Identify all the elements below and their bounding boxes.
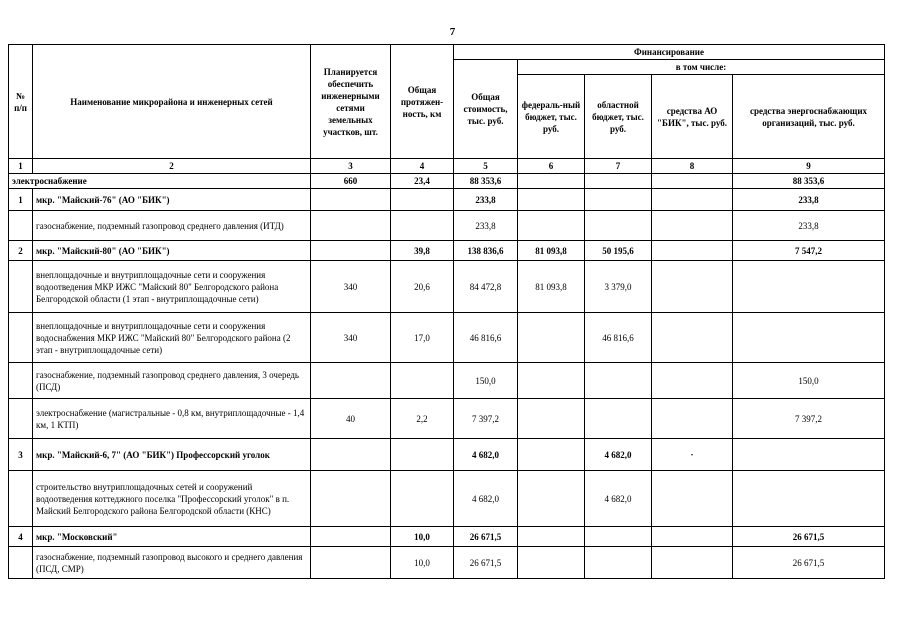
row-name-cell: внеплощадочные и внутриплощадочные сети и сооружения водоотведения МКР ИЖС "Майский 80" Белгородского района Белгородской области (1 этап - внутриплощадочные сети) (33, 261, 311, 313)
column-number: 8 (652, 159, 733, 174)
column-number: 4 (391, 159, 454, 174)
total-cost-cell: 233,8 (454, 189, 518, 211)
column-number: 3 (311, 159, 391, 174)
bik-cell (652, 313, 733, 363)
header-planned: Планируется обеспечить инженерными сетями земельных участков, шт. (311, 45, 391, 159)
regional-cell (585, 211, 652, 241)
district-row (9, 439, 885, 471)
length-cell: 39,8 (391, 241, 454, 261)
bik-cell (652, 471, 733, 527)
length-cell: 17,0 (391, 313, 454, 363)
bik-cell: · (652, 439, 733, 471)
bik-cell (652, 211, 733, 241)
row-number-cell: 4 (9, 527, 33, 547)
energy-cell (733, 261, 885, 313)
row-number-cell (9, 399, 33, 439)
regional-cell (585, 399, 652, 439)
row-number-cell (9, 211, 33, 241)
row-name-cell: газоснабжение, подземный газопровод высокого и среднего давления (ПСД, СМР) (33, 547, 311, 579)
bik-cell (652, 527, 733, 547)
column-number: 9 (733, 159, 885, 174)
length-cell: 10,0 (391, 527, 454, 547)
district-row (9, 527, 885, 547)
federal-cell (518, 527, 585, 547)
energy-cell: 7 397,2 (733, 399, 885, 439)
energy-cell: 88 353,6 (733, 174, 885, 189)
planned-cell: 660 (311, 174, 391, 189)
length-cell (391, 471, 454, 527)
column-number: 7 (585, 159, 652, 174)
item-row (9, 363, 885, 399)
planned-cell: 40 (311, 399, 391, 439)
total-cost-cell: 7 397,2 (454, 399, 518, 439)
column-numbers-row (9, 159, 885, 174)
regional-cell (585, 363, 652, 399)
bik-cell (652, 241, 733, 261)
energy-cell: 26 671,5 (733, 547, 885, 579)
row-number-cell (9, 471, 33, 527)
regional-cell: 46 816,6 (585, 313, 652, 363)
energy-cell (733, 313, 885, 363)
header-regional: областной бюджет, тыс. руб. (585, 75, 652, 159)
item-row (9, 547, 885, 579)
regional-cell (585, 189, 652, 211)
energy-cell (733, 439, 885, 471)
page-number: 7 (449, 26, 456, 38)
total-cost-cell: 26 671,5 (454, 547, 518, 579)
header-bik: средства АО "БИК", тыс. руб. (652, 75, 733, 159)
total-cost-cell: 4 682,0 (454, 471, 518, 527)
total-cost-cell: 88 353,6 (454, 174, 518, 189)
section-name-cell: электроснабжение (9, 174, 311, 189)
total-cost-cell: 150,0 (454, 363, 518, 399)
header-federal: федераль-ный бюджет, тыс. руб. (518, 75, 585, 159)
length-cell: 20,6 (391, 261, 454, 313)
length-cell: 10,0 (391, 547, 454, 579)
district-row (9, 189, 885, 211)
column-number: 2 (33, 159, 311, 174)
planned-cell: 340 (311, 313, 391, 363)
row-number-cell (9, 313, 33, 363)
row-number-cell: 1 (9, 189, 33, 211)
bik-cell (652, 547, 733, 579)
row-name-cell: мкр. "Майский-6, 7" (АО "БИК") Профессорский уголок (33, 439, 311, 471)
row-number-cell (9, 261, 33, 313)
planned-cell (311, 241, 391, 261)
planned-cell (311, 547, 391, 579)
item-row (9, 261, 885, 313)
header-length: Общая протяжен-ность, км (391, 45, 454, 159)
energy-cell: 233,8 (733, 211, 885, 241)
bik-cell (652, 189, 733, 211)
planned-cell (311, 189, 391, 211)
row-name-cell: строительство внутриплощадочных сетей и сооружений водоотведения коттеджного поселка "Профессорский уголок" в п. Майский Белгородского района Белгородской области (КНС) (33, 471, 311, 527)
header-total-cost: Общая стоимость, тыс. руб. (454, 60, 518, 159)
column-number: 6 (518, 159, 585, 174)
header-name: Наименование микрорайона и инженерных сетей (33, 45, 311, 159)
bik-cell (652, 261, 733, 313)
federal-cell (518, 189, 585, 211)
item-row (9, 211, 885, 241)
header-financing: Финансирование (454, 45, 885, 60)
federal-cell: 81 093,8 (518, 261, 585, 313)
bik-cell (652, 363, 733, 399)
row-number-cell (9, 547, 33, 579)
federal-cell (518, 547, 585, 579)
row-number-cell: 3 (9, 439, 33, 471)
district-row (9, 241, 885, 261)
planned-cell: 340 (311, 261, 391, 313)
length-cell (391, 363, 454, 399)
federal-cell (518, 174, 585, 189)
regional-cell (585, 547, 652, 579)
energy-cell: 26 671,5 (733, 527, 885, 547)
row-name-cell: электроснабжение (магистральные - 0,8 км, внутриплощадочные - 1,4 км, 1 КТП) (33, 399, 311, 439)
length-cell (391, 211, 454, 241)
row-name-cell: мкр. "Майский-76" (АО "БИК") (33, 189, 311, 211)
row-name-cell: газоснабжение, подземный газопровод среднего давления (ИТД) (33, 211, 311, 241)
federal-cell: 81 093,8 (518, 241, 585, 261)
total-cost-cell: 138 836,6 (454, 241, 518, 261)
regional-cell (585, 174, 652, 189)
regional-cell: 3 379,0 (585, 261, 652, 313)
total-cost-cell: 46 816,6 (454, 313, 518, 363)
length-cell: 23,4 (391, 174, 454, 189)
length-cell: 2,2 (391, 399, 454, 439)
row-number-cell: 2 (9, 241, 33, 261)
total-cost-cell: 233,8 (454, 211, 518, 241)
total-cost-cell: 4 682,0 (454, 439, 518, 471)
federal-cell (518, 363, 585, 399)
planned-cell (311, 527, 391, 547)
planned-cell (311, 439, 391, 471)
length-cell (391, 439, 454, 471)
row-number-cell (9, 363, 33, 399)
regional-cell: 50 195,6 (585, 241, 652, 261)
federal-cell (518, 211, 585, 241)
row-name-cell: газоснабжение, подземный газопровод среднего давления, 3 очередь (ПСД) (33, 363, 311, 399)
header-including: в том числе: (518, 60, 885, 75)
federal-cell (518, 439, 585, 471)
energy-cell: 233,8 (733, 189, 885, 211)
planned-cell (311, 471, 391, 527)
item-row (9, 471, 885, 527)
column-number: 1 (9, 159, 33, 174)
total-cost-cell: 84 472,8 (454, 261, 518, 313)
header-energy: средства энергоснабжающих организаций, тыс. руб. (733, 75, 885, 159)
financing-table (8, 44, 885, 579)
row-name-cell: мкр. "Московский" (33, 527, 311, 547)
federal-cell (518, 471, 585, 527)
regional-cell: 4 682,0 (585, 471, 652, 527)
length-cell (391, 189, 454, 211)
header-num: № п/п (9, 45, 33, 159)
regional-cell (585, 527, 652, 547)
section-row (9, 174, 885, 189)
energy-cell (733, 471, 885, 527)
federal-cell (518, 399, 585, 439)
column-number: 5 (454, 159, 518, 174)
item-row (9, 399, 885, 439)
regional-cell: 4 682,0 (585, 439, 652, 471)
total-cost-cell: 26 671,5 (454, 527, 518, 547)
row-name-cell: мкр. "Майский-80" (АО "БИК") (33, 241, 311, 261)
federal-cell (518, 313, 585, 363)
planned-cell (311, 211, 391, 241)
bik-cell (652, 399, 733, 439)
planned-cell (311, 363, 391, 399)
energy-cell: 150,0 (733, 363, 885, 399)
bik-cell (652, 174, 733, 189)
energy-cell: 7 547,2 (733, 241, 885, 261)
row-name-cell: внеплощадочные и внутриплощадочные сети и сооружения водоснабжения МКР ИЖС "Майский 80" Белгородского района (2 этап - внутриплощадочные сети) (33, 313, 311, 363)
item-row (9, 313, 885, 363)
